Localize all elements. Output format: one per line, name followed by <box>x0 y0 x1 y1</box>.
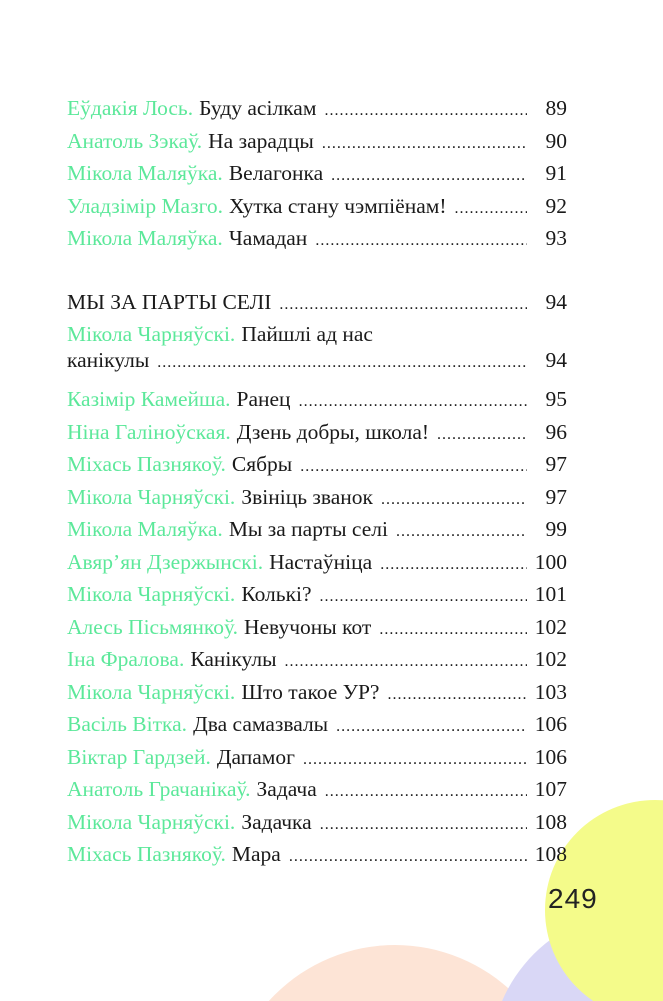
entry-title: Дапамог <box>216 744 295 769</box>
toc-entry <box>67 383 567 416</box>
dot-leader <box>322 128 527 161</box>
entry-title: Пайшлі ад нас <box>241 322 373 346</box>
entry-title: Мара <box>231 842 281 866</box>
dot-leader <box>336 711 527 744</box>
entry-title: Задачка <box>241 809 312 834</box>
entry-page: 108 <box>534 809 567 834</box>
entry-page: 108 <box>534 842 567 866</box>
entry-title: Што такое УР? <box>241 679 380 704</box>
toc-entry <box>67 157 567 190</box>
entry-title: Хутка стану чэмпіёнам! <box>229 193 447 218</box>
section-title: МЫ ЗА ПАРТЫ СЕЛІ <box>67 289 272 314</box>
toc-entry <box>67 806 567 839</box>
dot-leader <box>315 225 527 258</box>
toc-entry <box>67 513 567 546</box>
entry-title: Задача <box>256 777 317 801</box>
dot-leader <box>437 419 527 452</box>
entry-author: Мікола Чарняўскі. <box>67 582 236 606</box>
entry-page: 102 <box>534 614 567 639</box>
entry-title: Настаўніца <box>269 549 373 574</box>
toc-entry <box>67 838 567 871</box>
entry-page: 106 <box>534 712 567 736</box>
entry-author: Мікола Маляўка. <box>67 161 223 185</box>
dot-leader <box>320 809 527 842</box>
entry-page: 95 <box>545 387 567 411</box>
dot-leader <box>324 95 527 128</box>
toc-entry <box>67 92 567 125</box>
dot-leader <box>379 614 527 647</box>
entry-title: Буду асілкам <box>199 96 317 120</box>
dot-leader <box>331 160 527 193</box>
entry-page: 101 <box>534 582 567 606</box>
entry-title: Велагонка <box>228 161 324 185</box>
entry-title: Звініць званок <box>241 484 373 509</box>
toc-entry <box>67 416 567 449</box>
toc-section-heading <box>67 286 567 319</box>
entry-page: 99 <box>545 517 567 541</box>
toc-entry <box>67 222 567 255</box>
dot-leader <box>455 193 527 226</box>
entry-author: Мікола Чарняўскі. <box>67 679 236 704</box>
entry-title: Ранец <box>236 387 291 411</box>
entry-page: 89 <box>545 96 567 120</box>
dot-leader <box>380 549 527 582</box>
entry-author: Мікола Чарняўскі. <box>67 322 236 346</box>
dot-leader <box>325 776 527 809</box>
toc-entry <box>67 318 567 383</box>
entry-author: Алесь Пісьмянкоў. <box>67 614 238 639</box>
entry-title-continuation: канікулы <box>67 348 150 372</box>
entry-author: Ніна Галіноўская. <box>67 419 231 444</box>
entry-page: 90 <box>545 128 567 153</box>
toc-entry <box>67 676 567 709</box>
entry-author: Уладзімір Мазго. <box>67 193 224 218</box>
dot-leader <box>320 581 527 614</box>
entry-author: Мікола Чарняўскі. <box>67 809 236 834</box>
toc-entry <box>67 773 567 806</box>
entry-title: Сябры <box>231 452 293 476</box>
dot-leader <box>381 484 527 517</box>
toc-entry <box>67 546 567 579</box>
table-of-contents <box>67 92 567 871</box>
dot-leader <box>396 516 527 549</box>
toc-entry <box>67 448 567 481</box>
entry-page: 94 <box>545 348 567 372</box>
entry-page: 96 <box>545 419 567 444</box>
entry-page: 106 <box>534 744 567 769</box>
entry-author: Іна Фралова. <box>67 647 185 671</box>
entry-author: Мікола Чарняўскі. <box>67 484 236 509</box>
page-number: 249 <box>548 883 598 914</box>
toc-entry <box>67 125 567 158</box>
entry-page: 103 <box>534 679 567 704</box>
dot-leader <box>299 386 527 419</box>
dot-leader <box>279 289 527 322</box>
toc-entry <box>67 741 567 774</box>
dot-leader <box>289 841 527 874</box>
toc-entry <box>67 578 567 611</box>
entry-page: 102 <box>534 647 567 671</box>
toc-entry <box>67 481 567 514</box>
entry-author: Казімір Камейша. <box>67 387 231 411</box>
entry-author: Анатоль Грачанікаў. <box>67 777 251 801</box>
entry-author: Міхась Пазнякоў. <box>67 842 226 866</box>
dot-leader <box>303 744 527 777</box>
entry-title: Невучоны кот <box>243 614 372 639</box>
entry-page: 97 <box>545 484 567 509</box>
entry-title: Чамадан <box>228 226 308 250</box>
entry-page: 93 <box>545 226 567 250</box>
entry-author: Васіль Вітка. <box>67 712 188 736</box>
entry-title: На зарадцы <box>208 128 314 153</box>
entry-page: 92 <box>545 193 567 218</box>
entry-author: Анатоль Зэкаў. <box>67 128 203 153</box>
toc-entry <box>67 708 567 741</box>
entry-page: 100 <box>534 549 567 574</box>
entry-author: Віктар Гардзей. <box>67 744 211 769</box>
entry-page: 94 <box>545 289 567 314</box>
toc-entry <box>67 190 567 223</box>
entry-title: Дзень добры, школа! <box>236 419 430 444</box>
entry-title: Мы за парты селі <box>228 517 388 541</box>
entry-title: Два самазвалы <box>193 712 329 736</box>
dot-leader <box>300 451 527 484</box>
entry-title: Колькі? <box>241 582 312 606</box>
entry-page: 107 <box>534 777 567 801</box>
entry-page: 97 <box>545 452 567 476</box>
dot-leader <box>285 646 527 679</box>
dot-leader <box>157 347 527 380</box>
entry-author: Міхась Пазнякоў. <box>67 452 226 476</box>
entry-title: Канікулы <box>190 647 277 671</box>
entry-author: Еўдакія Лось. <box>67 96 194 120</box>
toc-entry <box>67 643 567 676</box>
entry-author: Авяр’ян Дзержынскі. <box>67 549 264 574</box>
entry-author: Мікола Маляўка. <box>67 226 223 250</box>
toc-entry <box>67 611 567 644</box>
dot-leader <box>387 679 527 712</box>
entry-page: 91 <box>545 161 567 185</box>
entry-author: Мікола Маляўка. <box>67 517 223 541</box>
